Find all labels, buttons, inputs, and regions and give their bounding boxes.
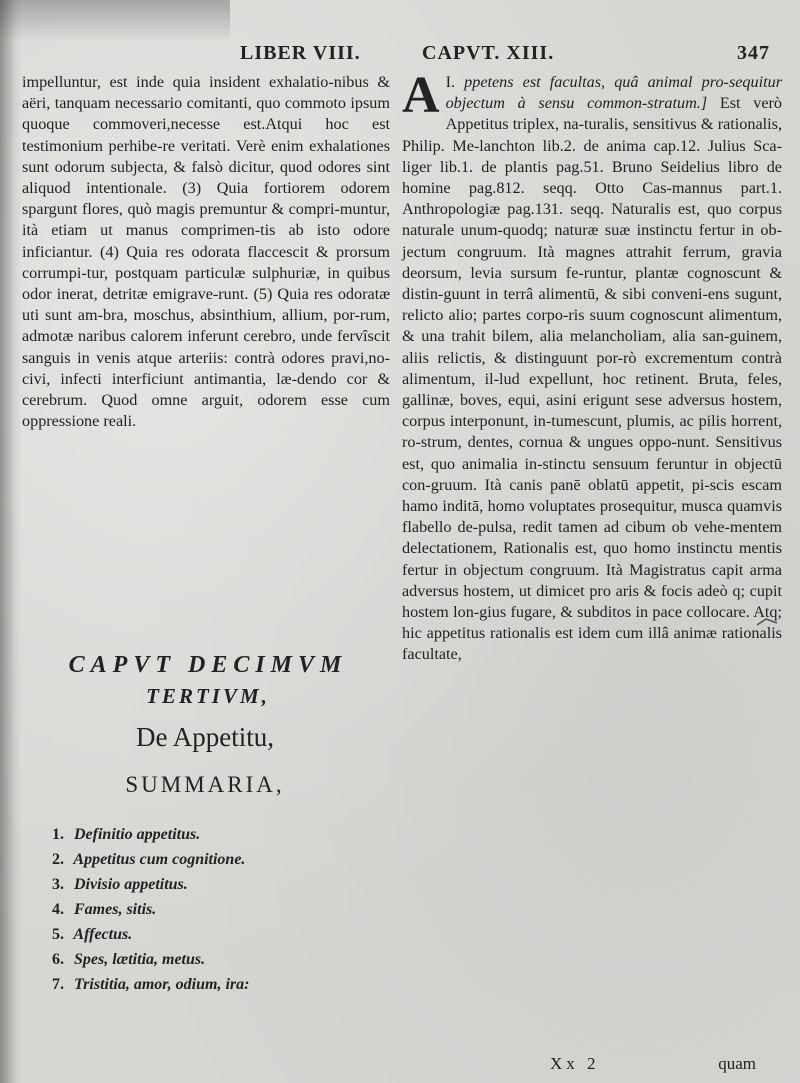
summary-item <box>52 922 382 947</box>
chapter-title-line-2: TERTIVM, <box>146 684 270 708</box>
summary-item-number: 2. <box>52 851 64 868</box>
summary-item <box>52 847 382 872</box>
summary-label: SUMMARIA, <box>125 772 285 797</box>
page-number: 347 <box>737 42 770 64</box>
page-edge-shading <box>0 0 230 42</box>
summary-item-text: Affectus. <box>73 926 133 943</box>
summary-item-number: 3. <box>52 876 64 893</box>
summary-item-text: Definitio appetitus. <box>74 826 201 843</box>
summary-item-text: Divisio appetitus. <box>74 876 188 893</box>
body-text: Est verò Appetitus triplex, na-turalis, sensitivus & rationalis, Philip. Me-lanchton lib.2. de anima cap.12. Julius Sca-liger lib.1. de plantis pag.51. Bruno Seidelius libro de homine pag.812. seqq. Otto Cas-mannus part.1. Anthropologiæ pag.131. seqq. Naturalis est, quo corpus naturale unum-quodq; naturæ suæ instinctu fertur in ob-jectum congruum. Ità magnes attrahit ferrum, gravia deorsum, levia sursum fe-runtur, plantæ cognoscunt & distin-guunt in terrâ alimentū, & sibi conveni-ens sugunt, relicto alio; partes corpo-ris suum cognoscunt alimentum, & una trahit bilem, alia melancholiam, alia san-guinem, aliis relictis, & distinguunt por-rò excrementum contrà alimentum, il-lud expellunt, hoc retinent. Bruta, feles, gallinæ, boves, equi, asini erigunt sese adversus hostem, corpus interponunt, in-tumescunt, plumis, ac pilis horrent, ro-strum, dentes, cornua & ungues oppo-nunt. Sensitivus est, quo animalia in-stinctu sensuum feruntur in objectū con-gruum. Ità canis panē oblatū appetit, pi-scis escam hamo inditā, homo voluptates prosequitur, musca quamvis flabello de-pulsa, redit tamen ad cibum ob vehe-mentem delectationem, Rationalis est, quo homo instinctu mentis fertur in objectum congruum. Ità Magistratus capit arma adversus hostem, ut dimicet pro aris & focis adeò q; cupit hostem lon-gius fugare, & subditos in pace collocare. Atq; hic appetitus rationalis est idem cum illâ animæ rationalis facultate, <box>402 94 782 664</box>
running-header <box>210 42 770 68</box>
summary-item-number: 1. <box>52 826 64 843</box>
chapter-title: CAPVT DECIMVM <box>68 652 348 678</box>
marginal-mark-icon <box>756 616 778 628</box>
summary-item-number: 5. <box>52 926 64 943</box>
summary-item <box>52 947 382 972</box>
summary-item-number: 4. <box>52 901 64 918</box>
left-column <box>22 72 390 432</box>
right-column-text <box>402 67 783 666</box>
summary-item-text: Tristitia, amor, odium, ira: <box>74 976 250 993</box>
right-column <box>402 67 783 666</box>
summary-item <box>52 972 382 997</box>
summary-item-text: Appetitus cum cognitione. <box>73 851 246 868</box>
summary-item <box>52 872 382 897</box>
running-title-book: LIBER VIII. <box>240 42 361 64</box>
item-number: I. <box>445 73 455 91</box>
summary-list <box>52 822 382 997</box>
summary-item <box>52 822 382 847</box>
left-column-text: impelluntur, est inde quia insident exhalatio-nibus & aëri, tanquam necessario comitanti, quo commoto ipsum quoque commoveri,necesse est.Atqui hoc est testimonium perhibe-re veritati. Verè enim exhalationes sunt odorum subjecta, & falsò dicitur, quod odores sint aliquod intentionale. (3) Quia fortiorem odorem spargunt flores, quò magis premuntur & compri-muntur, ità etiam ut manus comprimen-tis ab isto odore inficiantur. (4) Quia res odorata flaccescit & prorsum corrumpi-tur, postquam particulæ sulphuriæ, in quibus odor inerat, detritæ emigrave-runt. (5) Quia res odoratæ uti sunt am-bra, moschus, absinthium, allium, por-rum, admotæ naribus calorem inferunt cerebro, unde fervîscit sanguis in venis atque arteriis: contrà odores pravi,no-civi, infecti interficiunt antimantia, læ-dendo cor & cerebrum. Quod omne arguit, odorem esse cum oppressione reali. <box>22 73 390 431</box>
gutter-shadow <box>0 0 22 1083</box>
catchword: quam <box>718 1054 756 1073</box>
summary-item <box>52 897 382 922</box>
chapter-heading: De Appetitu, <box>136 722 274 752</box>
summary-item-number: 7. <box>52 976 64 993</box>
running-title-chapter: CAPVT. XIII. <box>422 42 555 64</box>
summary-item-number: 6. <box>52 951 64 968</box>
summary-item-text: Spes, lætitia, metus. <box>74 951 206 968</box>
signature-mark: Xx 2 <box>550 1054 600 1073</box>
summary-item-text: Fames, sitis. <box>74 901 157 918</box>
definition-text: ppetens est facultas, quâ animal pro-sequitur objectum à sensu common-stratum.] <box>445 73 783 113</box>
drop-capital: A <box>402 67 440 124</box>
